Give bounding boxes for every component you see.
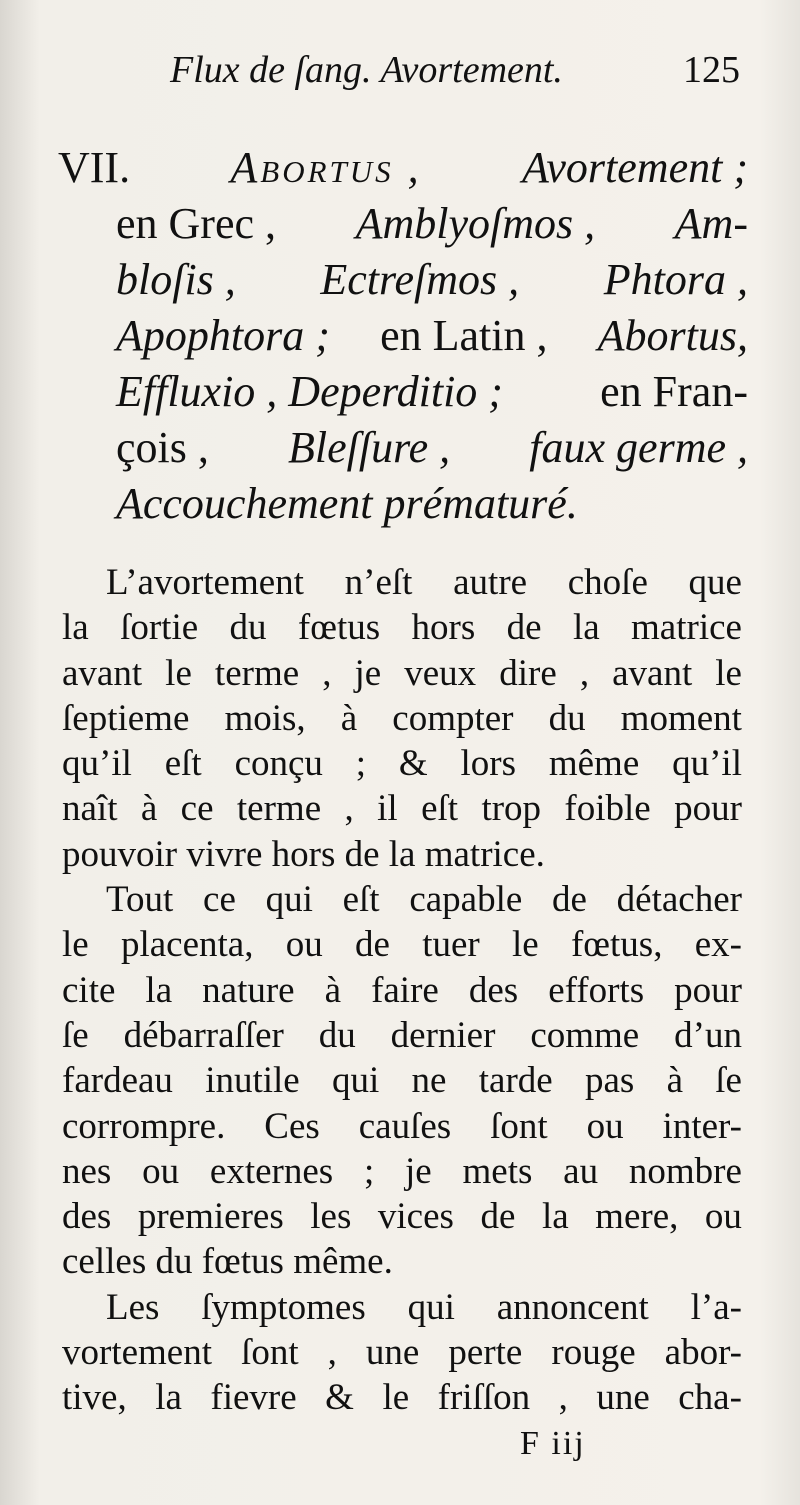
entry-line xyxy=(58,476,748,532)
signature-mark: F iij xyxy=(520,1425,586,1462)
text-line: Les ſymptomes qui annoncent l’a- xyxy=(106,1286,742,1328)
entry-line xyxy=(58,420,748,476)
text-line: le placenta, ou de tuer le fœtus, ex- xyxy=(62,924,742,966)
text-line: naît à ce terme , il eſt trop foible pour xyxy=(62,788,742,830)
entry-text: çois , xyxy=(116,423,209,472)
running-title: Flux de ſang. Avortement. xyxy=(170,49,563,91)
text-line: corrompre. Ces cauſes ſont ou inter- xyxy=(62,1105,742,1147)
text-line: avant le terme , je veux dire , avant le xyxy=(62,652,742,694)
entry-text: en Grec , xyxy=(116,199,277,248)
text-line: ſe débarraſſer du dernier comme d’un xyxy=(62,1014,742,1056)
entry-term: Abortus , xyxy=(230,143,422,192)
text-line: vortement ſont , une perte rouge abor- xyxy=(62,1332,742,1374)
paragraph xyxy=(62,560,742,877)
entry-line xyxy=(58,364,748,420)
entry-line xyxy=(58,252,748,308)
entry-term: Amblyoſmos , xyxy=(355,199,596,248)
entry-line xyxy=(58,308,748,364)
entry-text: en Latin , xyxy=(380,311,548,360)
text-line: cite la nature à faire des efforts pour xyxy=(62,969,742,1011)
entry-term: Bleſſure , xyxy=(288,423,451,472)
entry-term: bloſis , xyxy=(116,255,236,304)
text-line: pouvoir vivre hors de la matrice. xyxy=(62,833,545,875)
text-line: nes ou externes ; je mets au nombre xyxy=(62,1150,742,1192)
page-number: 125 xyxy=(683,49,740,91)
entry-line xyxy=(58,140,748,196)
text-line: ſeptieme mois, à compter du moment xyxy=(62,697,742,739)
entry-term: Am- xyxy=(674,199,748,248)
text-line: des premieres les vices de la mere, ou xyxy=(62,1196,742,1238)
entry-term: Effluxio , Deperditio ; xyxy=(116,367,503,416)
body-text xyxy=(62,560,742,1421)
entry-text: en Fran- xyxy=(600,367,748,416)
text-line: L’avortement n’eſt autre choſe que xyxy=(106,562,742,603)
text-line: la ſortie du fœtus hors de la matrice xyxy=(62,607,742,649)
entry-term: Abortus, xyxy=(597,311,748,360)
paragraph xyxy=(62,877,742,1285)
text-line: celles du fœtus même. xyxy=(62,1241,393,1283)
text-line: fardeau inutile qui ne tarde pas à ſe xyxy=(62,1060,742,1102)
page-header xyxy=(170,48,740,98)
entry-number: VII. xyxy=(58,143,131,192)
text-line: qu’il eſt conçu ; & lors même qu’il xyxy=(62,743,742,785)
entry-term: Ectreſmos , xyxy=(320,255,520,304)
paragraph xyxy=(62,1285,742,1421)
text-line: tive, la fievre & le friſſon , une cha- xyxy=(62,1377,742,1419)
entry-term: faux germe , xyxy=(529,423,748,472)
entry-term: Phtora , xyxy=(603,255,748,304)
entry-line xyxy=(58,196,748,252)
text-line: Tout ce qui eſt capable de détacher xyxy=(106,879,742,921)
entry-term: Apophtora ; xyxy=(116,311,330,360)
entry-heading xyxy=(58,140,748,532)
entry-term: Avortement ; xyxy=(521,143,748,192)
entry-term: Accouchement prématuré. xyxy=(116,479,578,528)
